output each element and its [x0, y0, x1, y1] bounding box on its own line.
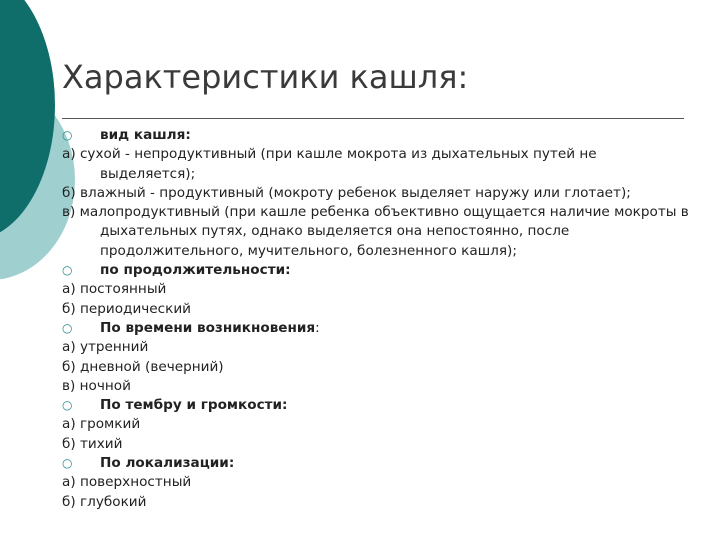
slide-content — [62, 126, 692, 512]
list-item: б) периодический — [62, 300, 192, 317]
list-item: б) влажный - продуктивный (мокроту ребенок выделяет наружу или глотает); — [62, 184, 631, 201]
bullet-heading-text: По тембру и громкости: — [100, 397, 288, 414]
list-item: б) дневной (вечерний) — [62, 358, 224, 375]
bullet-heading — [62, 454, 692, 473]
title-divider — [62, 118, 684, 119]
bullet-heading-tail: : — [315, 319, 320, 336]
bullet-heading — [62, 126, 692, 145]
list-item: а) поверхностный — [62, 474, 192, 491]
list-item: а) сухой - непродуктивный (при кашле мокрота из дыхательных путей не выделяется); — [62, 146, 597, 182]
bullet-icon: ○ — [62, 263, 73, 278]
list-item: а) громкий — [62, 416, 141, 433]
bullet-icon: ○ — [62, 398, 73, 413]
bullet-icon: ○ — [62, 320, 73, 335]
bullet-heading-text: вид кашля: — [100, 127, 191, 143]
bullet-heading — [62, 319, 692, 338]
bullet-icon: ○ — [62, 128, 73, 142]
bullet-heading-text: По локализации: — [100, 455, 235, 472]
bullet-icon: ○ — [62, 456, 73, 471]
list-item: б) глубокий — [62, 493, 147, 510]
bullet-heading — [62, 396, 692, 415]
bullet-heading-text: по продолжительности: — [100, 262, 291, 279]
list-item: в) ночной — [62, 377, 131, 394]
list-item: а) утренний — [62, 339, 149, 356]
slide-title: Характеристики кашля: — [62, 58, 469, 96]
bullet-heading-text: По времени возникновения — [100, 319, 316, 336]
list-item: в) малопродуктивный (при кашле ребенка объективно ощущается наличие мокроты в дыхательных путях, однако выделяется она непостоянно, после продолжительного, мучительного, болезненного кашля); — [62, 204, 689, 259]
bullet-heading — [62, 261, 692, 280]
list-item: б) тихий — [62, 435, 123, 452]
list-item: а) постоянный — [62, 281, 167, 298]
